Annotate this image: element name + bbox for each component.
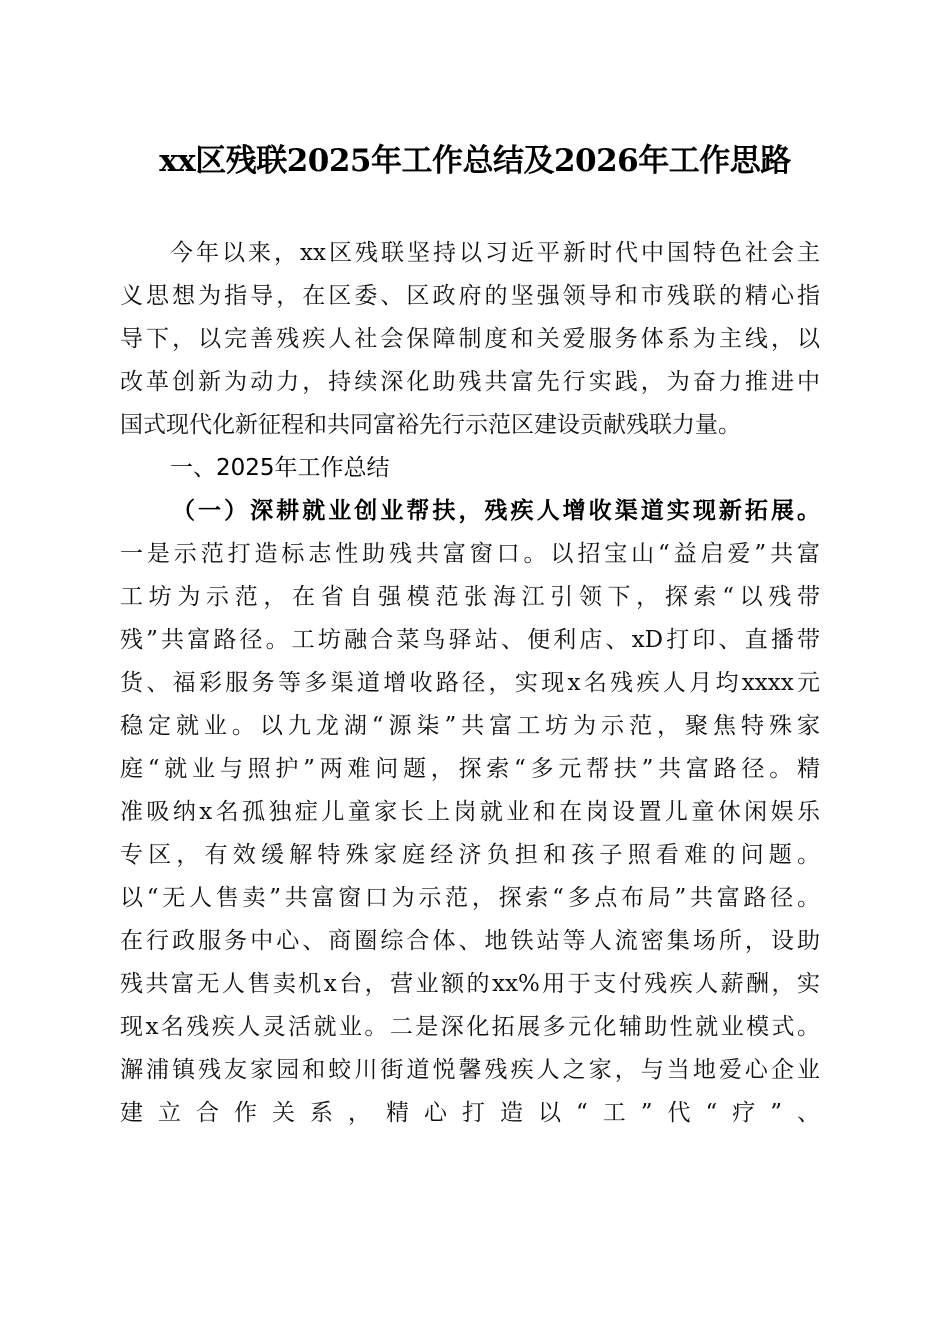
body-line: 一是示范打造标志性助残共富窗口。以招宝山“益启爱”共富 <box>120 541 820 567</box>
intro-line-2: 义思想为指导，在区委、区政府的坚强领导和市残联的精心指 <box>120 283 820 309</box>
body-line: 准吸纳x名孤独症儿童家长上岗就业和在岗设置儿童休闲娱乐 <box>120 799 820 825</box>
intro-line-3: 导下，以完善残疾人社会保障制度和关爱服务体系为主线，以 <box>120 326 820 352</box>
body-line: 稳定就业。以九龙湖“源柒”共富工坊为示范，聚焦特殊家 <box>120 713 820 739</box>
body-line: 建立合作关系，精心打造以“工”代“疗”、 <box>120 1100 820 1126</box>
body-line: 残共富无人售卖机x台，营业额的xx%用于支付残疾人薪酬，实 <box>120 971 820 997</box>
intro-line-4: 改革创新为动力，持续深化助残共富先行实践，为奋力推进中 <box>120 369 820 395</box>
body-line: 残”共富路径。工坊融合菜鸟驿站、便利店、xD打印、直播带 <box>120 627 820 653</box>
body-line: 专区，有效缓解特殊家庭经济负担和孩子照看难的问题。 <box>120 842 820 868</box>
body-line: 澥浦镇残友家园和蛟川街道悦馨残疾人之家，与当地爱心企业 <box>120 1057 820 1083</box>
body-line: 货、福彩服务等多渠道增收路径，实现x名残疾人月均xxxx元 <box>120 670 820 696</box>
body-line: 庭“就业与照护”两难问题，探索“多元帮扶”共富路径。精 <box>120 756 820 782</box>
intro-line-5: 国式现代化新征程和共同富裕先行示范区建设贡献残联力量。 <box>120 412 741 438</box>
subsection-heading: （一）深耕就业创业帮扶，残疾人增收渠道实现新拓展。 <box>172 497 820 524</box>
document-title: xx区残联2025年工作总结及2026年工作思路 <box>159 143 791 179</box>
body-line: 在行政服务中心、商圈综合体、地铁站等人流密集场所，设助 <box>120 928 820 954</box>
body-line: 工坊为示范，在省自强模范张海江引领下，探索“以残带 <box>120 584 820 610</box>
intro-line-1: 今年以来，xx区残联坚持以习近平新时代中国特色社会主 <box>170 240 820 266</box>
body-line: 现x名残疾人灵活就业。二是深化拓展多元化辅助性就业模式。 <box>120 1014 820 1040</box>
body-line: 以“无人售卖”共富窗口为示范，探索“多点布局”共富路径。 <box>120 885 820 911</box>
section-heading: 一、2025年工作总结 <box>170 455 390 481</box>
